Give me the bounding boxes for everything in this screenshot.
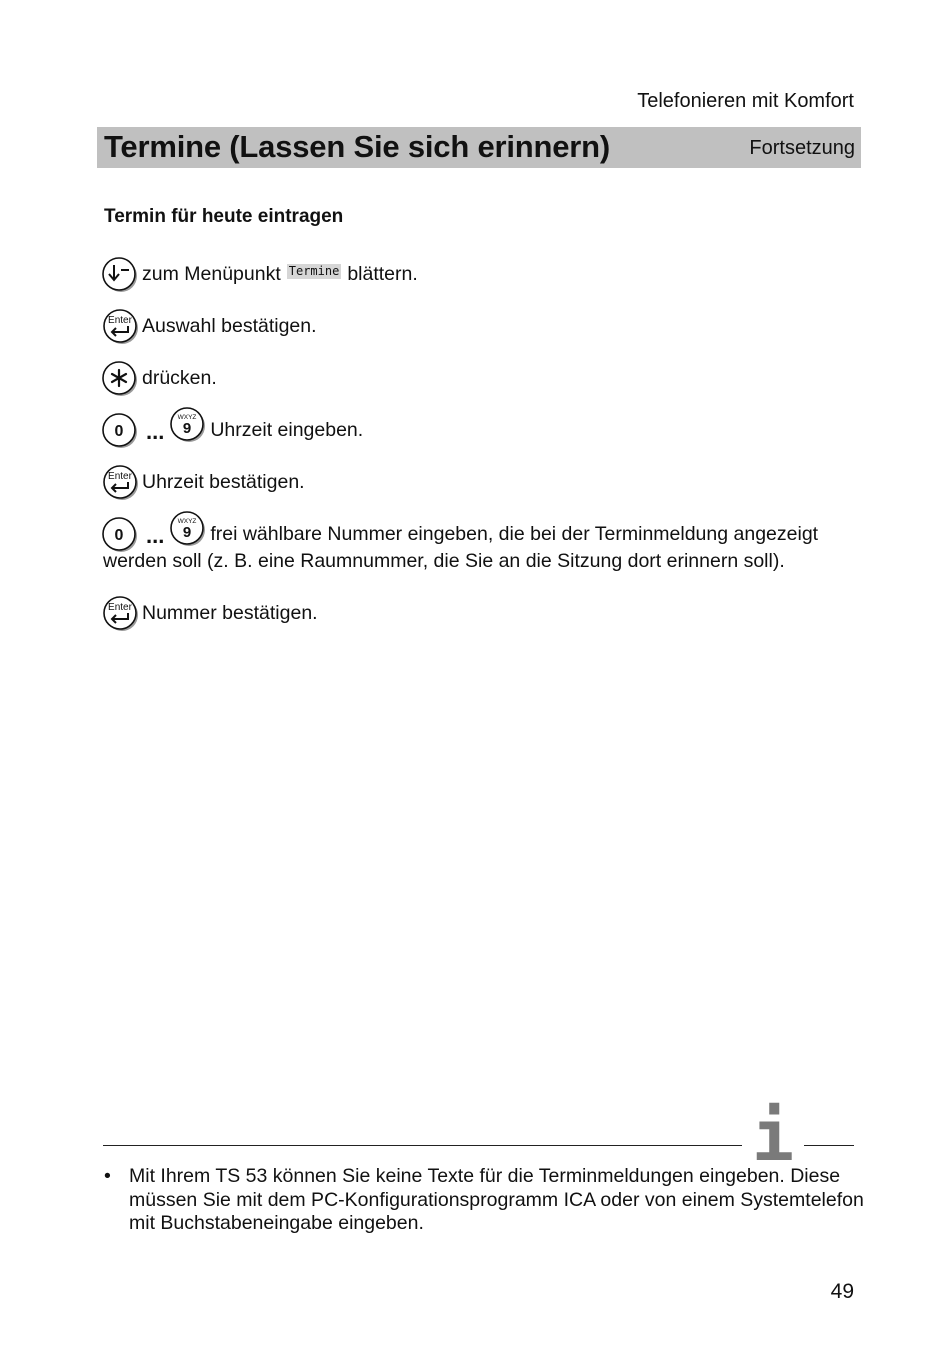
page-number: 49: [830, 1280, 854, 1303]
info-icon: [750, 1098, 798, 1166]
step-star: [102, 361, 217, 395]
step-text-continuation: werden soll (z. B. eine Raumnummer, die Sie an die Sitzung dort erinnern soll).: [103, 550, 785, 572]
step-enter-number: [102, 517, 818, 551]
svg-text:WXYZ: WXYZ: [177, 518, 197, 525]
bullet: •: [104, 1165, 111, 1187]
page-title: Termine (Lassen Sie sich erinnern): [104, 129, 611, 164]
range-dots: ...: [146, 419, 165, 444]
enter-key-icon: [102, 309, 136, 343]
svg-text:0: 0: [114, 423, 124, 440]
section-heading: Termin für heute eintragen: [104, 206, 344, 227]
scroll-down-key-icon: [102, 257, 136, 291]
step-confirm-selection: [102, 309, 317, 343]
enter-key-icon: [102, 596, 136, 630]
step-text: Uhrzeit eingeben.: [210, 419, 364, 441]
info-divider-right: [804, 1145, 854, 1146]
svg-text:i: i: [751, 1098, 795, 1166]
step-scroll: [102, 257, 418, 291]
step-text: Nummer bestätigen.: [142, 602, 318, 624]
star-key-icon: [102, 361, 136, 395]
step-enter-time: [102, 413, 363, 447]
step-text: Uhrzeit bestätigen.: [142, 471, 305, 493]
svg-text:9: 9: [183, 420, 192, 437]
info-divider: [103, 1145, 742, 1146]
nine-key-icon: [170, 407, 204, 441]
zero-key-icon: [102, 413, 136, 447]
step-confirm-time: [102, 465, 305, 499]
step-text: zum Menüpunkt: [142, 263, 281, 285]
svg-text:9: 9: [183, 524, 192, 541]
svg-text:Enter: Enter: [108, 471, 132, 482]
svg-text:WXYZ: WXYZ: [177, 414, 197, 421]
svg-text:0: 0: [114, 527, 124, 544]
step-confirm-number: [102, 596, 318, 630]
svg-text:Enter: Enter: [108, 602, 132, 613]
step-text: Auswahl bestätigen.: [142, 315, 317, 337]
chapter-title: Telefonieren mit Komfort: [637, 90, 854, 112]
display-text: Termine: [288, 263, 340, 278]
info-note: [104, 1165, 864, 1236]
nine-key-icon: [170, 511, 204, 545]
step-text-after: blättern.: [347, 263, 418, 285]
svg-text:Enter: Enter: [108, 315, 132, 326]
info-note-text: Mit Ihrem TS 53 können Sie keine Texte für die Terminmeldungen eingeben. Diese müssen Sie mit dem PC-Konfigurationsprogramm ICA oder von einem Systemtelefon mit Buchstabeneingabe eingeben.: [129, 1165, 864, 1234]
range-dots: ...: [146, 523, 165, 548]
title-bar: [97, 127, 861, 168]
continuation-label: Fortsetzung: [749, 137, 855, 159]
enter-key-icon: [102, 465, 136, 499]
step-text: frei wählbare Nummer eingeben, die bei der Terminmeldung angezeigt: [210, 523, 819, 545]
zero-key-icon: [102, 517, 136, 551]
step-text: drücken.: [142, 367, 217, 389]
